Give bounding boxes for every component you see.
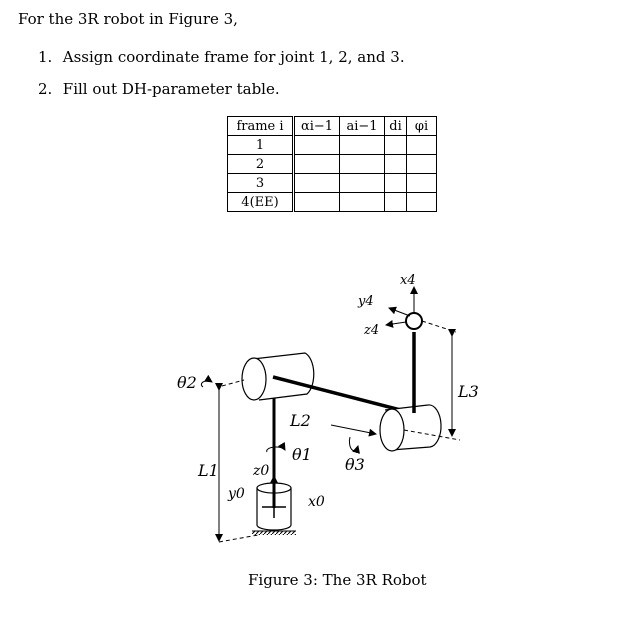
table-cell[interactable] (385, 193, 407, 212)
x0-label: x0 (308, 494, 325, 510)
table-cell[interactable] (294, 155, 340, 174)
table-cell[interactable] (294, 136, 340, 155)
row-frame-label: 2 (228, 155, 294, 174)
L1-label: L1 (198, 461, 219, 480)
theta3-label: θ3 (345, 455, 365, 474)
dh-parameter-table (227, 116, 437, 212)
y0-label: y0 (228, 486, 245, 502)
L1-baseline-dashed (219, 535, 258, 542)
header-alpha: αi−1 (294, 117, 340, 136)
y4-axis-arrow (389, 308, 410, 316)
table-row (228, 193, 437, 212)
header-a: ai−1 (340, 117, 385, 136)
table-header-row (228, 117, 437, 136)
table-cell[interactable] (385, 155, 407, 174)
table-cell[interactable] (385, 136, 407, 155)
header-frame: frame i (228, 117, 294, 136)
joint-3-cylinder (380, 405, 441, 451)
row-frame-label: 4(EE) (228, 193, 294, 212)
table-cell[interactable] (340, 155, 385, 174)
table-cell[interactable] (407, 193, 437, 212)
item-text: Fill out DH-parameter table. (62, 80, 280, 98)
L1-top-dashed (222, 380, 244, 386)
item-text: Assign coordinate frame for joint 1, 2, and 3. (62, 48, 405, 66)
row-frame-label: 3 (228, 174, 294, 193)
L3-label: L3 (458, 382, 479, 401)
joint-3-axis-arrow (331, 425, 376, 434)
table-cell[interactable] (340, 193, 385, 212)
table-cell[interactable] (407, 174, 437, 193)
theta2-rotation-arrow (201, 381, 212, 387)
table-cell[interactable] (294, 193, 340, 212)
row-frame-label: 1 (228, 136, 294, 155)
table-row (228, 136, 437, 155)
z4-label: z4 (364, 323, 380, 338)
theta3-rotation-arrow (349, 437, 358, 451)
ee-dashed-line (422, 321, 456, 332)
table-cell[interactable] (385, 174, 407, 193)
theta2-label: θ2 (177, 373, 197, 392)
header-d: di (385, 117, 407, 136)
z0-label: z0 (253, 463, 270, 479)
item-number: 1. (38, 48, 53, 66)
table-row (228, 174, 437, 193)
header-phi: φi (407, 117, 437, 136)
L2-label: L2 (290, 411, 311, 430)
x4-label: x4 (400, 273, 416, 288)
table-cell[interactable] (340, 174, 385, 193)
problem-item-1 (38, 48, 405, 66)
problem-intro: For the 3R robot in Figure 3, (18, 10, 238, 28)
theta1-rotation-arrow (267, 447, 285, 452)
table-cell[interactable] (407, 136, 437, 155)
table-cell[interactable] (294, 174, 340, 193)
figure-caption: Figure 3: The 3R Robot (248, 571, 427, 589)
problem-item-2 (38, 80, 280, 98)
y4-label: y4 (358, 294, 374, 309)
robot-figure (0, 250, 635, 570)
theta1-label: θ1 (292, 445, 312, 464)
item-number: 2. (38, 80, 53, 98)
table-row (228, 155, 437, 174)
table-cell[interactable] (407, 155, 437, 174)
table-cell[interactable] (340, 136, 385, 155)
z4-axis-arrow (386, 322, 406, 325)
